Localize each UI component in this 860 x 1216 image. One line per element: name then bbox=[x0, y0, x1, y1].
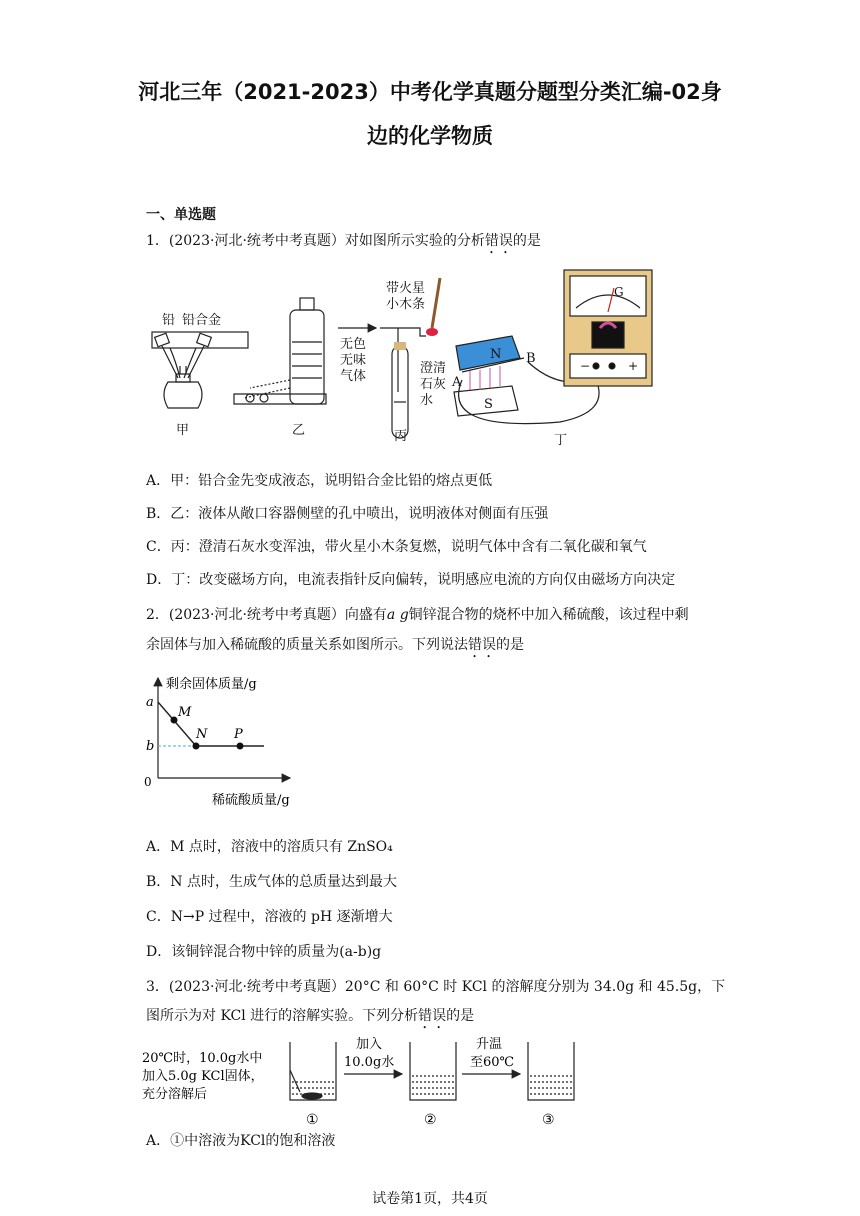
n-label: N bbox=[196, 727, 208, 742]
svg-text:无色: 无色 bbox=[340, 337, 367, 352]
q3-stem-line2: 图所示为对 KCl 进行的溶解实验。下列分析错误的是 bbox=[146, 1008, 475, 1024]
a-label: a bbox=[146, 695, 154, 710]
svg-text:G: G bbox=[614, 285, 624, 299]
q2-option-b: B．N 点时，生成气体的总质量达到最大 bbox=[146, 874, 397, 890]
q1-option-d: D．丁：改变磁场方向，电流表指针反向偏转，说明感应电流的方向仅由磁场方向决定 bbox=[146, 572, 676, 588]
q2-option-a: A．M 点时，溶液中的溶质只有 ZnSO₄ bbox=[146, 839, 393, 855]
q1-figure bbox=[140, 262, 660, 452]
svg-text:A: A bbox=[452, 375, 462, 390]
svg-text:甲: 甲 bbox=[176, 423, 190, 438]
m-label: M bbox=[178, 705, 192, 720]
svg-text:铅合金: 铅合金 bbox=[182, 313, 222, 328]
svg-text:升温: 升温 bbox=[476, 1037, 503, 1052]
point-p bbox=[237, 743, 244, 750]
page-footer: 试卷第1页，共4页 bbox=[372, 1191, 488, 1207]
q2-option-d: D．该铜锌混合物中锌的质量为(a-b)g bbox=[146, 944, 382, 960]
fig-ding bbox=[451, 270, 652, 448]
svg-text:20℃时，10.0g水中: 20℃时，10.0g水中 bbox=[142, 1051, 263, 1066]
q2-stem-line1: 2．(2023·河北·统考中考真题）向盛有a g铜锌混合物的烧杯中加入稀硫酸，该过程中剩 bbox=[146, 607, 689, 623]
q1-option-b: B．乙：液体从敞口容器侧壁的孔中喷出，说明液体对侧面有压强 bbox=[146, 506, 549, 522]
x-axis-label: 稀硫酸质量/g bbox=[212, 793, 290, 808]
q1-option-c: C．丙：澄清石灰水变浑浊，带火星小木条复燃，说明气体中含有二氧化碳和氧气 bbox=[146, 539, 647, 555]
fig-bing bbox=[338, 278, 446, 444]
svg-text:丙: 丙 bbox=[394, 429, 408, 444]
svg-text:无味: 无味 bbox=[340, 353, 367, 368]
beaker-3 bbox=[528, 1042, 574, 1100]
beaker-1 bbox=[290, 1042, 336, 1100]
fig-jia bbox=[152, 312, 248, 438]
svg-text:澄清: 澄清 bbox=[420, 361, 447, 376]
q1-emphasis: 错误 bbox=[484, 233, 513, 249]
svg-text:−: − bbox=[580, 359, 591, 373]
q1-stem: 1．(2023·河北·统考中考真题）对如图所示实验的分析错误的是 bbox=[146, 233, 541, 249]
p-label: P bbox=[234, 727, 243, 742]
q2-option-c: C．N→P 过程中，溶液的 pH 逐渐增大 bbox=[146, 909, 393, 925]
svg-text:B: B bbox=[526, 351, 536, 366]
b-label: b bbox=[146, 739, 155, 754]
page-title-line1: 河北三年（2021-2023）中考化学真题分题型分类汇编-02身 bbox=[138, 80, 722, 104]
svg-text:至60℃: 至60℃ bbox=[470, 1055, 515, 1070]
svg-text:乙: 乙 bbox=[292, 423, 306, 438]
svg-text:水: 水 bbox=[420, 393, 434, 408]
svg-text:S: S bbox=[484, 397, 493, 412]
svg-text:加入5.0g KCl固体，: 加入5.0g KCl固体， bbox=[142, 1069, 264, 1084]
fig-yi bbox=[234, 298, 326, 438]
q3-stem-line1: 3．(2023·河北·统考中考真题）20°C 和 60°C 时 KCl 的溶解度分别为 34.0g 和 45.5g，下 bbox=[146, 979, 726, 995]
svg-text:③: ③ bbox=[542, 1112, 555, 1128]
point-m bbox=[171, 717, 178, 724]
svg-text:10.0g水: 10.0g水 bbox=[344, 1055, 395, 1070]
svg-text:+: + bbox=[628, 359, 639, 373]
svg-text:气体: 气体 bbox=[340, 369, 367, 384]
svg-text:①: ① bbox=[306, 1112, 319, 1128]
q2-stem-line2: 余固体与加入稀硫酸的质量关系如图所示。下列说法错误的是 bbox=[146, 637, 524, 653]
q2-chart bbox=[140, 668, 320, 818]
svg-text:N: N bbox=[490, 347, 502, 362]
svg-text:带火星: 带火星 bbox=[386, 281, 426, 296]
point-n bbox=[193, 743, 200, 750]
q3-option-a: A．①中溶液为KCl的饱和溶液 bbox=[146, 1133, 336, 1149]
svg-text:加入: 加入 bbox=[356, 1037, 383, 1052]
y-axis-label: 剩余固体质量/g bbox=[166, 677, 257, 692]
series-line bbox=[158, 702, 264, 746]
svg-text:充分溶解后: 充分溶解后 bbox=[142, 1087, 208, 1102]
section-heading: 一、单选题 bbox=[146, 207, 216, 223]
origin-label: 0 bbox=[144, 775, 152, 789]
q1-option-a: A．甲：铅合金先变成液态，说明铅合金比铅的熔点更低 bbox=[146, 473, 493, 489]
q3-figure bbox=[140, 1030, 600, 1130]
page-title-line2: 边的化学物质 bbox=[367, 124, 493, 148]
svg-text:小木条: 小木条 bbox=[386, 297, 426, 312]
svg-text:②: ② bbox=[424, 1112, 437, 1128]
beaker-2 bbox=[410, 1042, 456, 1100]
svg-text:石灰: 石灰 bbox=[420, 377, 447, 392]
svg-text:铅: 铅 bbox=[162, 313, 176, 328]
svg-text:丁: 丁 bbox=[554, 433, 568, 448]
